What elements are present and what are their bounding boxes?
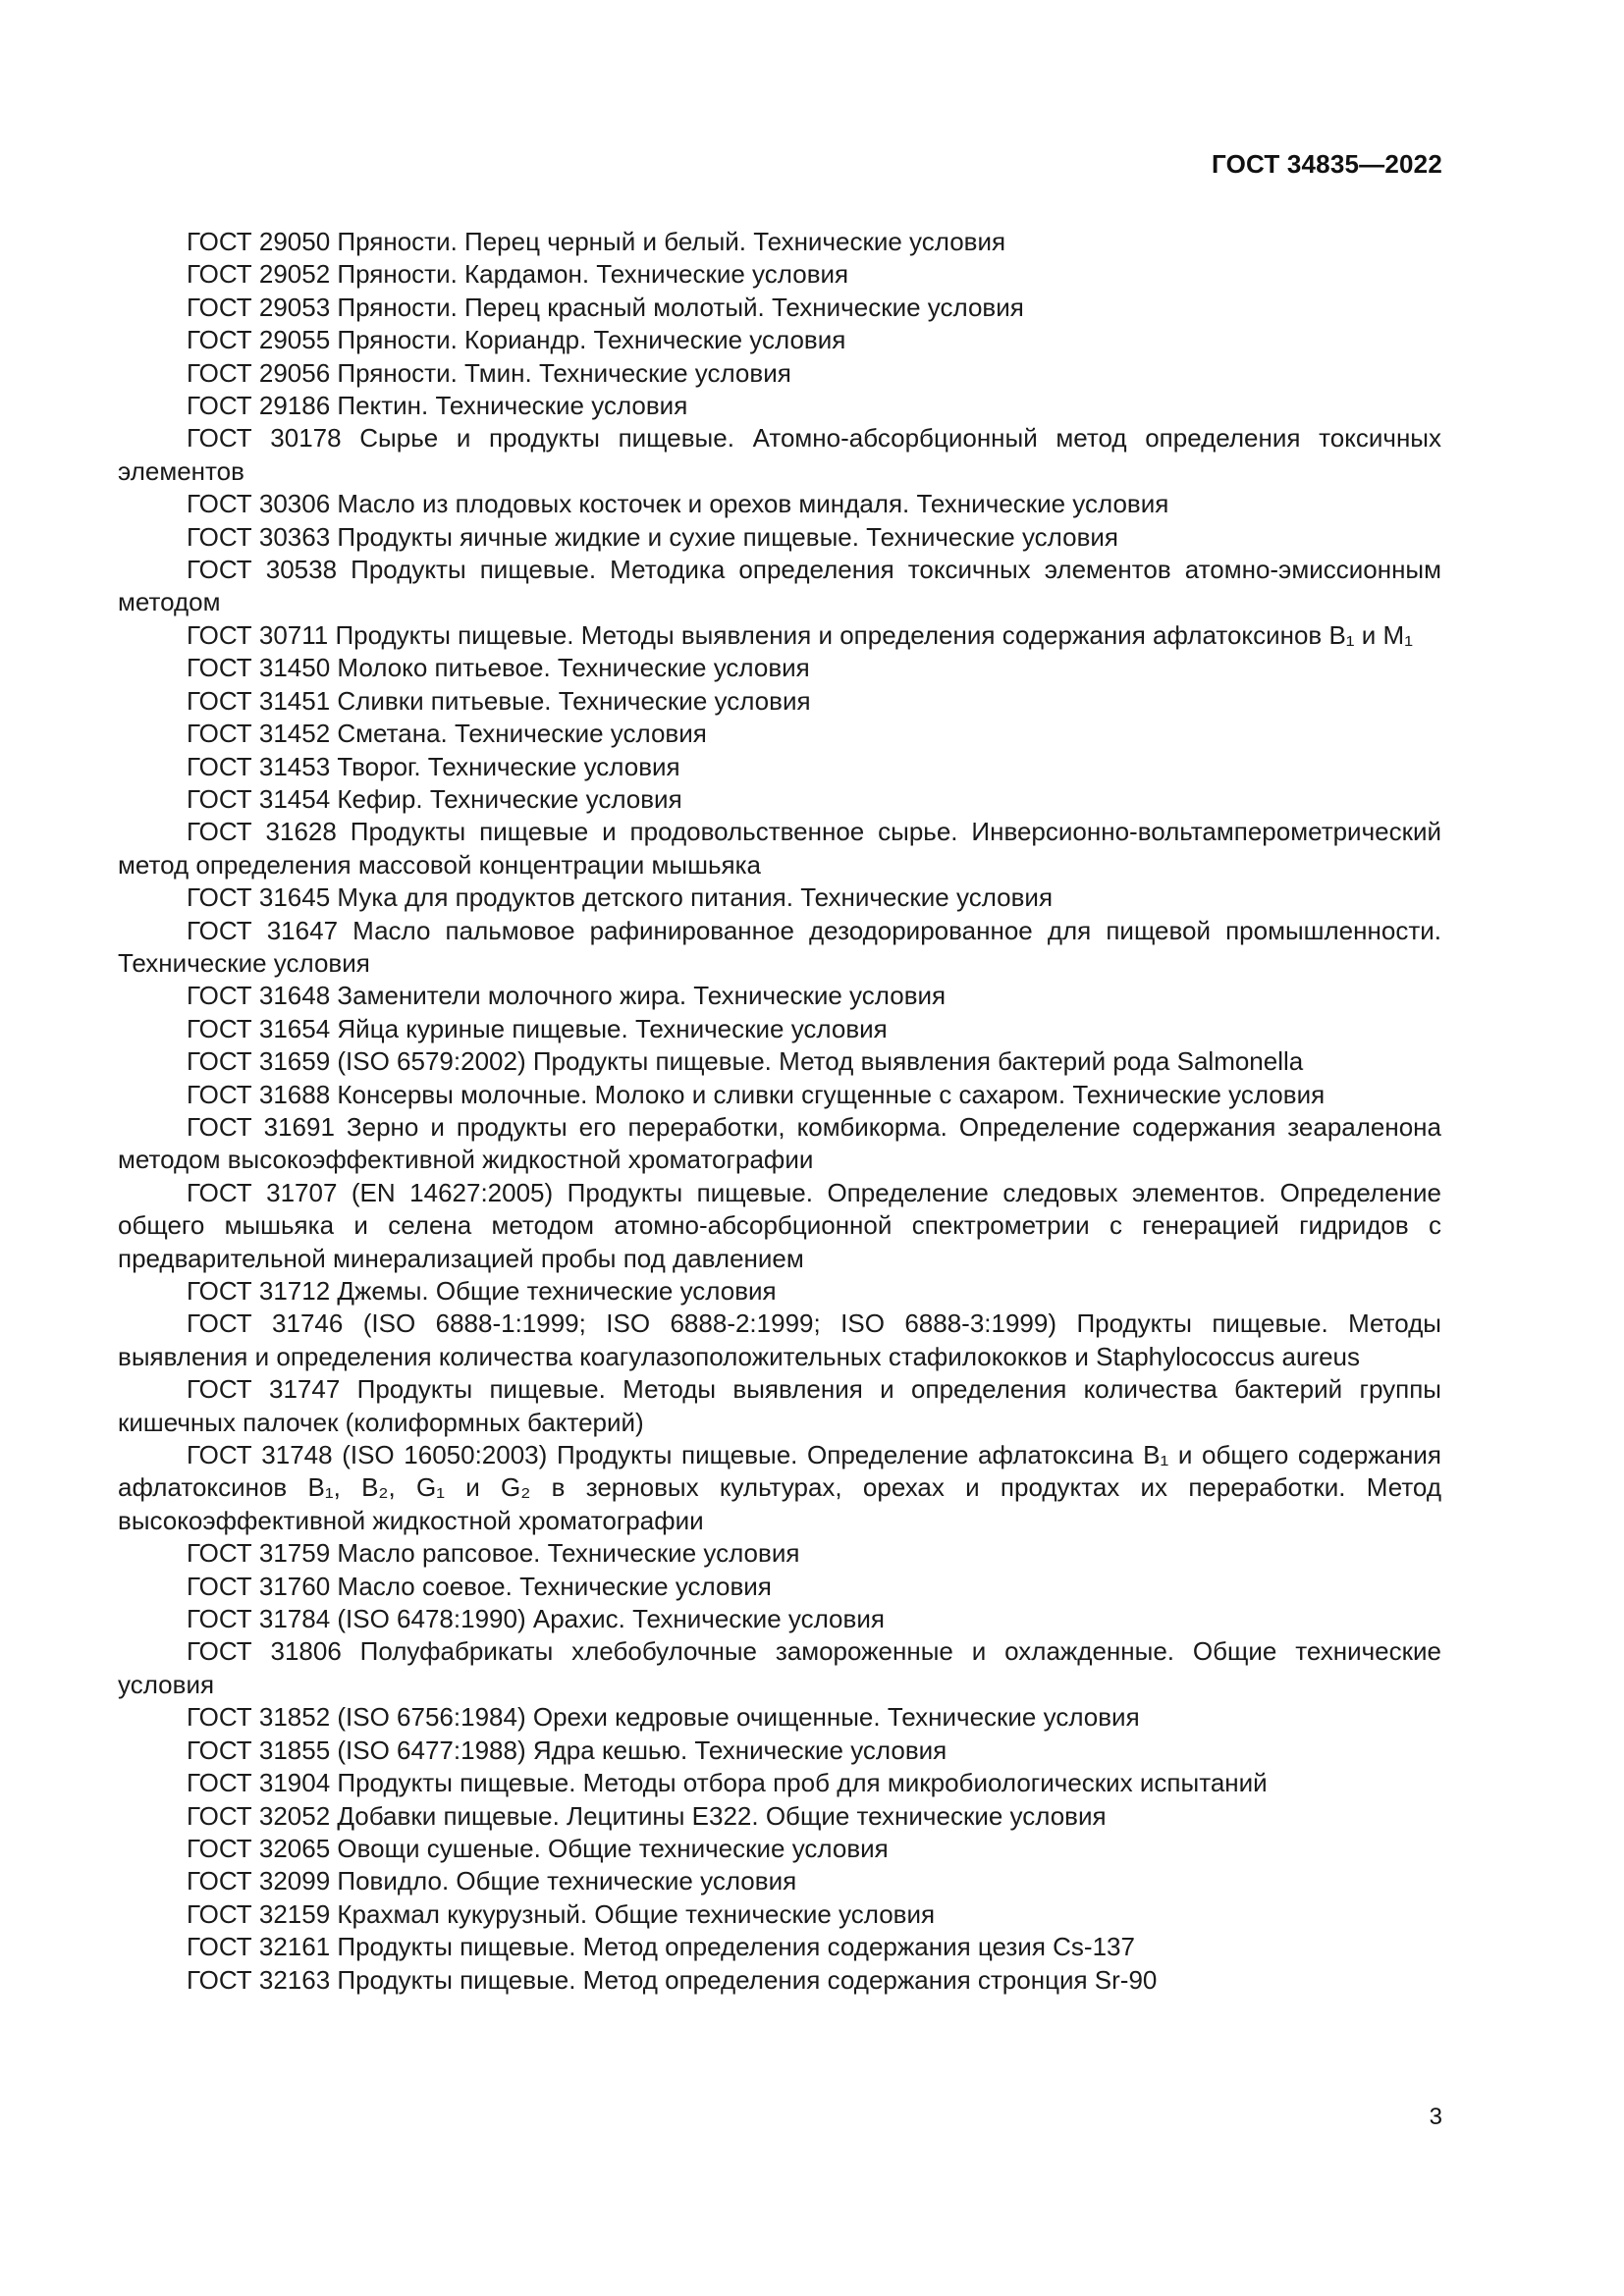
reference-title: Консервы молочные. Молоко и сливки сгущенные с сахаром. Технические условия [337,1079,1326,1109]
reference-entry [118,292,1441,324]
reference-entry [118,1701,1441,1734]
reference-title: Сливки питьевые. Технические условия [337,685,811,716]
reference-entry [118,1308,1441,1373]
reference-entry [118,751,1441,783]
reference-title: Продукты пищевые. Методы выявления и определения содержания афлатоксинов B₁ и M₁ [335,619,1413,650]
reference-code: ГОСТ 29050 [187,227,331,256]
reference-title: Джемы. Общие технические условия [337,1276,777,1306]
reference-title: Пряности. Тмин. Технические условия [337,357,791,388]
reference-title: Пряности. Перец красный молотый. Технические условия [337,292,1024,322]
reference-code: ГОСТ 29052 [187,259,331,290]
reference-title: Молоко питьевое. Технические условия [337,653,810,683]
reference-code: ГОСТ 29053 [187,292,331,322]
reference-entry [118,488,1441,520]
reference-title: Мука для продуктов детского питания. Технические условия [337,882,1054,913]
reference-code: ГОСТ 31688 [187,1079,331,1109]
reference-title: Пряности. Кардамон. Технические условия [337,259,849,290]
reference-entry [118,1111,1441,1177]
reference-title: Масло соевое. Технические условия [337,1571,772,1601]
page-number: 3 [1429,2104,1442,2130]
reference-entry [118,554,1441,619]
reference-title: Зерно и продукты его переработки, комбикорма. Определение содержания зеараленона методом высокоэффективной жидкостной хроматографии [118,1111,1442,1175]
reference-entry [118,1373,1441,1439]
reference-code: ГОСТ 30538 [187,555,338,585]
reference-title: Крахмал кукурузный. Общие технические условия [337,1898,936,1929]
reference-entry [118,1275,1441,1308]
reference-entry [118,1964,1441,1997]
reference-code: ГОСТ 31747 [187,1374,341,1405]
reference-title: Сырье и продукты пищевые. Атомно-абсорбционный метод определения токсичных элементов [118,423,1441,486]
reference-title: Яйца куриные пищевые. Технические условия [337,1013,888,1043]
reference-entry [118,1735,1441,1767]
reference-code: ГОСТ 31806 [187,1636,342,1667]
reference-title: Масло из плодовых косточек и орехов миндаля. Технические условия [337,489,1169,519]
reference-code: ГОСТ 31648 [187,981,331,1011]
reference-code: ГОСТ 30363 [187,521,331,552]
reference-entry [118,1931,1441,1963]
reference-entry [118,619,1441,652]
reference-title: Продукты пищевые. Методика определения токсичных элементов атомно-эмиссионным методом [118,555,1441,617]
reference-entry [118,1865,1441,1897]
reference-title: Продукты пищевые. Методы отбора проб для микробиологических испытаний [337,1768,1268,1798]
reference-title: Продукты пищевые. Определение афлатоксина B₁ и общего содержания афлатоксинов B₁, B₂, G₁ и G₂ в зерновых культурах, орехах и продуктах их переработки. Метод высокоэффективной жидкостной хроматографии [118,1440,1442,1535]
reference-code: ГОСТ 31784 (ISO 6478:1990) [187,1604,526,1634]
reference-entry [118,1013,1441,1045]
reference-title: Пряности. Кориандр. Технические условия [337,325,846,355]
reference-title: Пектин. Технические условия [337,391,688,421]
reference-code: ГОСТ 31450 [187,653,331,683]
normative-references-list [118,226,1441,1997]
reference-code: ГОСТ 32099 [187,1866,331,1896]
reference-entry [118,881,1441,914]
reference-title: Кефир. Технические условия [337,783,682,814]
reference-entry [118,357,1441,390]
reference-entry [118,1177,1441,1275]
reference-entry [118,1898,1441,1931]
reference-entry [118,1537,1441,1570]
reference-code: ГОСТ 31746 (ISO 6888-1:1999; ISO 6888-2:1999; ISO 6888-3:1999) [187,1308,1057,1339]
reference-entry [118,1439,1441,1537]
reference-code: ГОСТ 31691 [187,1111,335,1142]
reference-title: Продукты пищевые и продовольственное сырье. Инверсионно-вольтамперометрический метод определения массовой концентрации мышьяка [118,817,1442,880]
reference-code: ГОСТ 31628 [187,817,337,847]
reference-entry [118,1045,1441,1078]
reference-title: Творог. Технические условия [337,751,680,781]
reference-entry [118,915,1441,981]
reference-title: Полуфабрикаты хлебобулочные замороженные и охлажденные. Общие технические условия [118,1636,1441,1699]
reference-code: ГОСТ 30178 [187,423,342,454]
reference-title: Повидло. Общие технические условия [337,1866,797,1896]
reference-code: ГОСТ 31647 [187,915,339,945]
reference-entry [118,1833,1441,1865]
reference-title: Пряности. Перец черный и белый. Технические условия [337,227,1006,256]
reference-entry [118,521,1441,554]
reference-code: ГОСТ 31654 [187,1013,331,1043]
reference-title: Продукты пищевые. Определение следовых элементов. Определение общего мышьяка и селена методом атомно-абсорбционной спектрометрии с генерацией гидридов с предварительной минерализацией пробы под давлением [118,1177,1441,1273]
reference-code: ГОСТ 31712 [187,1276,331,1306]
reference-entry [118,1635,1441,1701]
reference-title: Продукты яичные жидкие и сухие пищевые. Технические условия [337,521,1118,552]
reference-title: Продукты пищевые. Метод выявления бактерий рода Salmonella [532,1046,1304,1077]
reference-title: Ядра кешью. Технические условия [532,1735,947,1765]
reference-code: ГОСТ 30711 [187,619,329,650]
reference-code: ГОСТ 31659 (ISO 6579:2002) [187,1046,526,1077]
reference-title: Заменители молочного жира. Технические условия [337,981,947,1011]
reference-title: Арахис. Технические условия [532,1604,885,1634]
reference-code: ГОСТ 31452 [187,719,331,749]
reference-title: Добавки пищевые. Лецитины Е322. Общие технические условия [337,1800,1107,1831]
reference-title: Продукты пищевые. Метод определения содержания стронция Sr-90 [337,1964,1158,1995]
reference-code: ГОСТ 31748 (ISO 16050:2003) [187,1440,548,1470]
reference-entry [118,718,1441,750]
reference-code: ГОСТ 31852 (ISO 6756:1984) [187,1702,526,1733]
reference-code: ГОСТ 29186 [187,391,331,421]
reference-code: ГОСТ 31760 [187,1571,331,1601]
reference-code: ГОСТ 31904 [187,1768,331,1798]
reference-code: ГОСТ 31454 [187,783,331,814]
reference-entry [118,226,1441,258]
reference-code: ГОСТ 29055 [187,325,331,355]
reference-entry [118,685,1441,718]
reference-entry [118,1571,1441,1603]
reference-entry [118,1800,1441,1833]
reference-title: Продукты пищевые. Методы выявления и определения количества бактерий группы кишечных палочек (колиформных бактерий) [118,1374,1441,1437]
reference-title: Продукты пищевые. Метод определения содержания цезия Cs-137 [337,1932,1135,1962]
reference-entry [118,324,1441,356]
reference-title: Продукты пищевые. Методы выявления и определения количества коагулазоположительных стафилококков и Staphylococcus aureus [118,1308,1441,1371]
reference-entry [118,652,1441,684]
reference-code: ГОСТ 31453 [187,751,331,781]
document-header: ГОСТ 34835—2022 [1212,149,1442,179]
reference-title: Масло рапсовое. Технические условия [337,1538,800,1569]
reference-entry [118,783,1441,816]
reference-entry [118,258,1441,291]
reference-code: ГОСТ 32052 [187,1800,331,1831]
reference-entry [118,390,1441,422]
reference-entry [118,816,1441,881]
reference-title: Овощи сушеные. Общие технические условия [337,1833,889,1863]
reference-code: ГОСТ 32065 [187,1833,331,1863]
reference-code: ГОСТ 30306 [187,489,331,519]
reference-entry [118,980,1441,1012]
reference-entry [118,1767,1441,1799]
reference-title: Орехи кедровые очищенные. Технические условия [532,1702,1140,1733]
reference-title: Сметана. Технические условия [337,719,707,749]
reference-code: ГОСТ 31451 [187,685,331,716]
reference-code: ГОСТ 32163 [187,1964,331,1995]
reference-code: ГОСТ 32159 [187,1898,331,1929]
reference-code: ГОСТ 31707 (EN 14627:2005) [187,1177,554,1207]
reference-code: ГОСТ 31645 [187,882,331,913]
reference-entry [118,1603,1441,1635]
reference-code: ГОСТ 32161 [187,1932,331,1962]
reference-code: ГОСТ 29056 [187,357,331,388]
reference-entry [118,422,1441,488]
reference-code: ГОСТ 31855 (ISO 6477:1988) [187,1735,526,1765]
reference-title: Масло пальмовое рафинированное дезодорированное для пищевой промышленности. Технические условия [118,915,1441,978]
reference-code: ГОСТ 31759 [187,1538,331,1569]
reference-entry [118,1079,1441,1111]
